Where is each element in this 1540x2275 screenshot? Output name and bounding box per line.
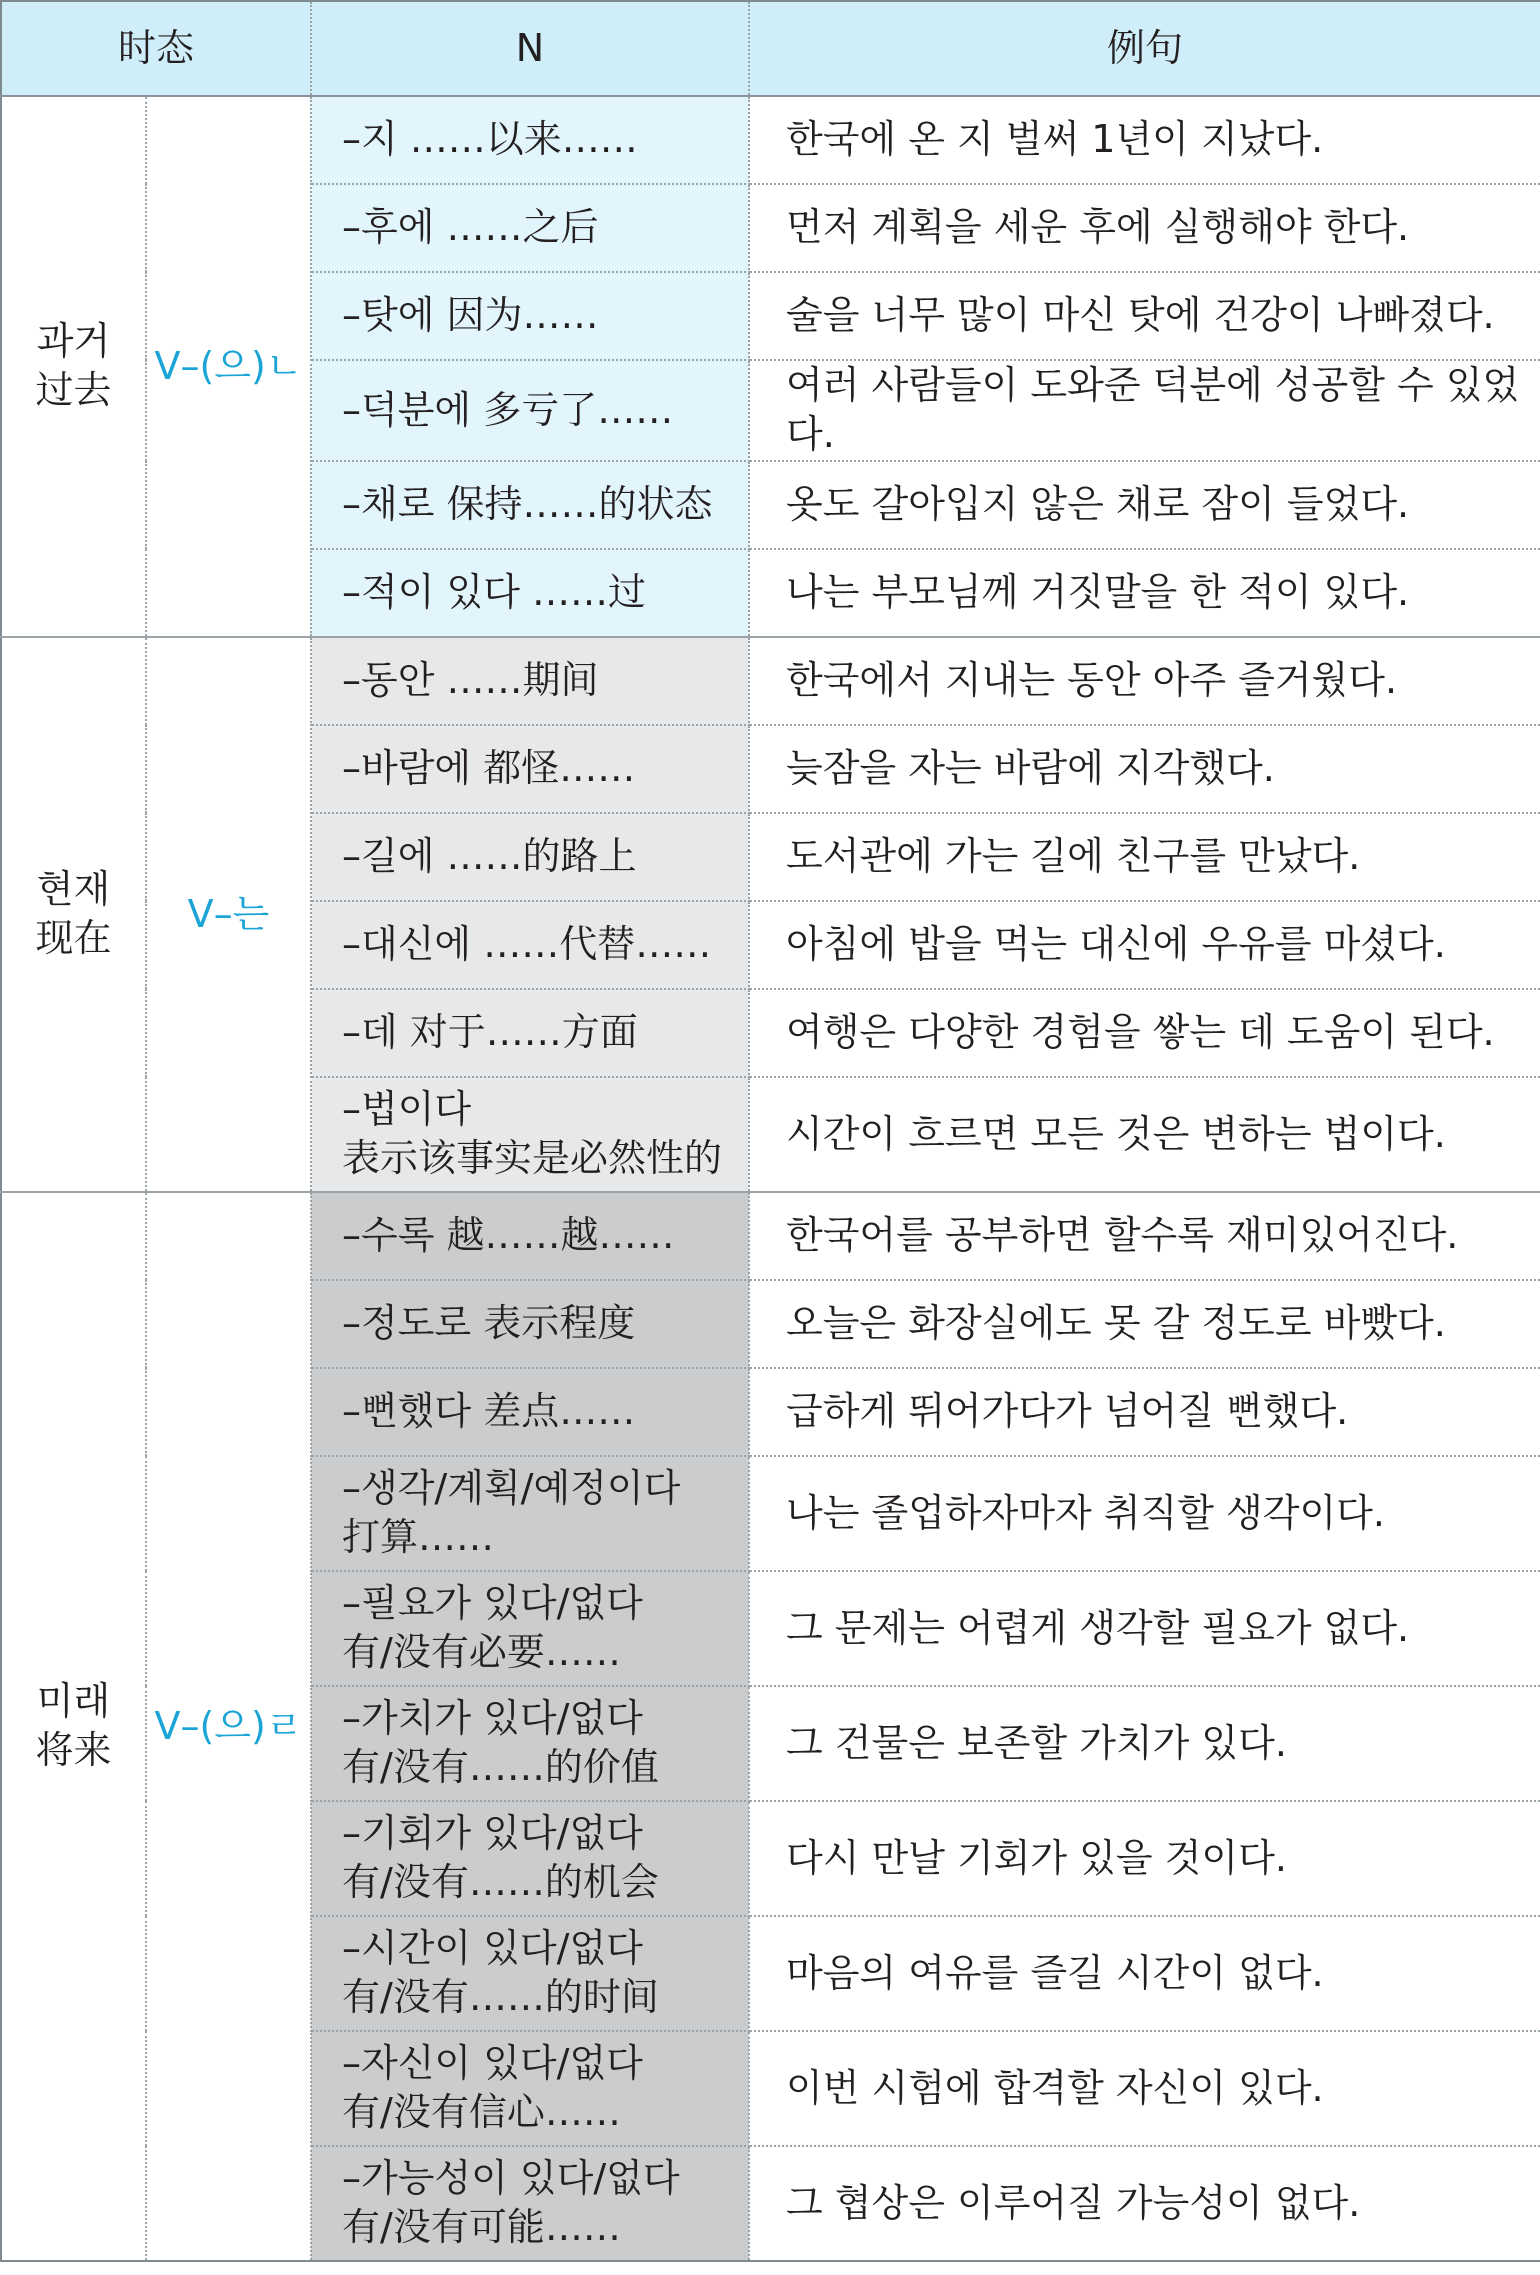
grammar-pattern: –바람에 都怪…… — [311, 725, 749, 813]
pattern-ko: –생각/계획/예정이다 — [342, 1465, 681, 1510]
example-sentence: 도서관에 가는 길에 친구를 만났다. — [749, 813, 1540, 901]
grammar-pattern — [311, 1077, 749, 1192]
grammar-pattern: –채로 保持……的状态 — [311, 461, 749, 549]
grammar-pattern: –덕분에 多亏了…… — [311, 360, 749, 461]
example-sentence: 한국에서 지내는 동안 아주 즐거웠다. — [749, 637, 1540, 725]
table-row — [1, 96, 1540, 184]
grammar-pattern — [311, 1456, 749, 1571]
verb-form-present: V–는 — [146, 637, 311, 1192]
grammar-pattern — [311, 1686, 749, 1801]
example-sentence: 여러 사람들이 도와준 덕분에 성공할 수 있었다. — [749, 360, 1540, 461]
example-sentence: 술을 너무 많이 마신 탓에 건강이 나빠졌다. — [749, 272, 1540, 360]
example-sentence: 다시 만날 기회가 있을 것이다. — [749, 1801, 1540, 1916]
example-sentence: 마음의 여유를 즐길 시간이 없다. — [749, 1916, 1540, 2031]
tense-cn: 将来 — [35, 1728, 112, 1773]
grammar-pattern: –수록 越……越…… — [311, 1192, 749, 1280]
verb-form-future: V–(으)ㄹ — [146, 1192, 311, 2261]
example-sentence: 그 협상은 이루어질 가능성이 없다. — [749, 2146, 1540, 2261]
example-sentence: 나는 부모님께 거짓말을 한 적이 있다. — [749, 549, 1540, 637]
example-sentence: 그 문제는 어렵게 생각할 필요가 없다. — [749, 1571, 1540, 1686]
grammar-pattern — [311, 1571, 749, 1686]
grammar-pattern: –탓에 因为…… — [311, 272, 749, 360]
grammar-pattern: –대신에 ……代替…… — [311, 901, 749, 989]
example-sentence: 늦잠을 자는 바람에 지각했다. — [749, 725, 1540, 813]
pattern-ko: –시간이 있다/없다 — [342, 1925, 643, 1970]
tense-cn: 现在 — [35, 916, 112, 961]
grammar-pattern: –뻔했다 差点…… — [311, 1368, 749, 1456]
example-sentence: 여행은 다양한 경험을 쌓는 데 도움이 된다. — [749, 989, 1540, 1077]
header-tense: 时态 — [1, 1, 311, 96]
example-sentence: 급하게 뛰어가다가 넘어질 뻔했다. — [749, 1368, 1540, 1456]
grammar-pattern: –후에 ……之后 — [311, 184, 749, 272]
grammar-pattern — [311, 1801, 749, 1916]
example-sentence: 한국에 온 지 벌써 1년이 지났다. — [749, 96, 1540, 184]
example-sentence: 옷도 갈아입지 않은 채로 잠이 들었다. — [749, 461, 1540, 549]
header-example: 例句 — [749, 1, 1540, 96]
header-n: N — [311, 1, 749, 96]
tense-ko: 현재 — [36, 866, 111, 911]
grammar-pattern: –지 ……以来…… — [311, 96, 749, 184]
example-sentence: 아침에 밥을 먹는 대신에 우유를 마셨다. — [749, 901, 1540, 989]
grammar-pattern: –데 对于……方面 — [311, 989, 749, 1077]
example-sentence: 오늘은 화장실에도 못 갈 정도로 바빴다. — [749, 1280, 1540, 1368]
pattern-cn: 有/没有信心…… — [342, 2090, 621, 2135]
grammar-pattern — [311, 2031, 749, 2146]
pattern-ko: –법이다 — [342, 1086, 472, 1131]
grammar-pattern: –동안 ……期间 — [311, 637, 749, 725]
verb-form-past: V–(으)ㄴ — [146, 96, 311, 637]
example-sentence: 나는 졸업하자마자 취직할 생각이다. — [749, 1456, 1540, 1571]
header-row — [1, 1, 1540, 96]
pattern-ko: –기회가 있다/없다 — [342, 1810, 643, 1855]
pattern-cn: 有/没有……的机会 — [342, 1860, 659, 1905]
tense-cn: 过去 — [35, 368, 112, 413]
grammar-pattern — [311, 2146, 749, 2261]
example-sentence: 시간이 흐르면 모든 것은 변하는 법이다. — [749, 1077, 1540, 1192]
pattern-ko: –필요가 있다/없다 — [342, 1580, 643, 1625]
pattern-cn: 有/没有……的价值 — [342, 1745, 659, 1790]
table-row — [1, 637, 1540, 725]
tense-label-present — [1, 637, 146, 1192]
tense-label-future — [1, 1192, 146, 2261]
pattern-cn: 有/没有……的时间 — [342, 1975, 659, 2020]
grammar-pattern — [311, 1916, 749, 2031]
pattern-ko: –자신이 있다/없다 — [342, 2040, 643, 2085]
pattern-cn: 表示该事实是必然性的 — [342, 1136, 723, 1181]
tense-ko: 과거 — [36, 319, 111, 363]
table-row — [1, 1192, 1540, 1280]
example-sentence: 먼저 계획을 세운 후에 실행해야 한다. — [749, 184, 1540, 272]
grammar-pattern: –정도로 表示程度 — [311, 1280, 749, 1368]
tense-label-past — [1, 96, 146, 637]
pattern-ko: –가능성이 있다/없다 — [342, 2155, 680, 2200]
pattern-cn: 有/没有可能…… — [342, 2205, 621, 2250]
grammar-pattern: –적이 있다 ……过 — [311, 549, 749, 637]
pattern-ko: –가치가 있다/없다 — [342, 1695, 643, 1740]
tense-ko: 미래 — [36, 1678, 111, 1723]
pattern-cn: 打算…… — [342, 1515, 495, 1560]
example-sentence: 그 건물은 보존할 가치가 있다. — [749, 1686, 1540, 1801]
pattern-cn: 有/没有必要…… — [342, 1630, 621, 1675]
example-sentence: 이번 시험에 합격할 자신이 있다. — [749, 2031, 1540, 2146]
example-sentence: 한국어를 공부하면 할수록 재미있어진다. — [749, 1192, 1540, 1280]
grammar-pattern: –길에 ……的路上 — [311, 813, 749, 901]
